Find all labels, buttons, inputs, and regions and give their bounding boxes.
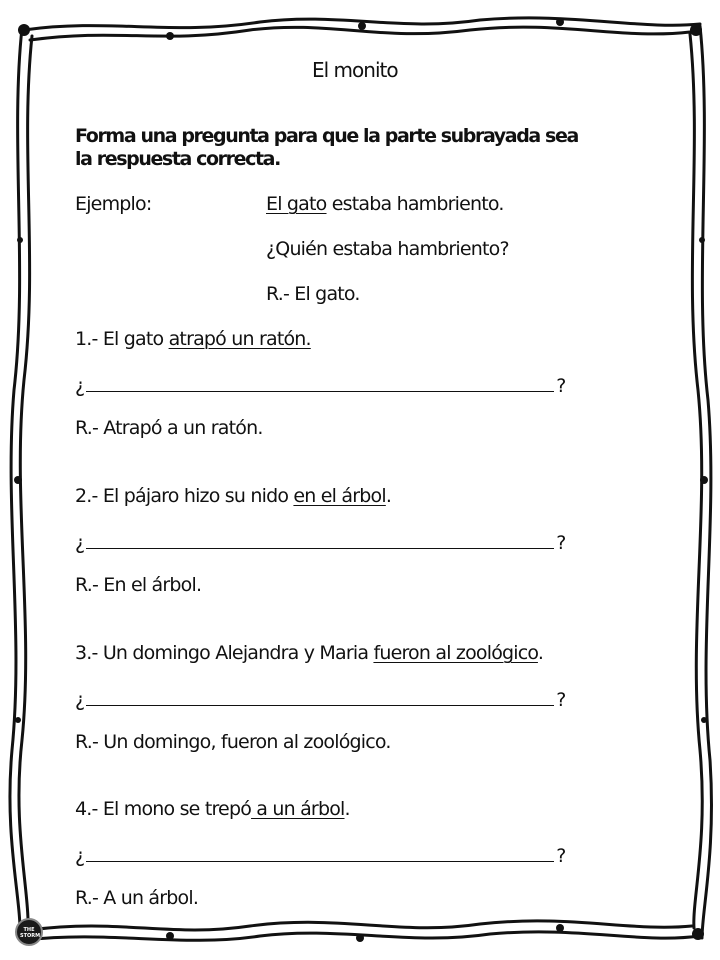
item-1-close-mark: ? xyxy=(556,375,566,397)
item-3-open-mark: ¿ xyxy=(75,689,85,711)
example-label: Ejemplo: xyxy=(75,193,152,215)
item-3-close-mark: ? xyxy=(556,689,566,711)
item-2-answer-blank[interactable] xyxy=(86,531,554,549)
example-sentence xyxy=(266,195,504,214)
example-rest: estaba hambriento. xyxy=(326,193,504,215)
item-4-open-mark: ¿ xyxy=(75,845,85,867)
item-4-sentence xyxy=(75,800,350,819)
item-2-answer: R.- En el árbol. xyxy=(75,574,202,596)
item-3-sentence xyxy=(75,644,543,663)
item-3-answer-blank[interactable] xyxy=(86,688,554,706)
item-3-underlined: fueron al zoológico xyxy=(373,642,538,664)
item-4-question-line[interactable] xyxy=(75,844,566,866)
item-3-prefix: 3.- Un domingo Alejandra y Maria xyxy=(75,642,374,664)
item-4-underlined: a un árbol xyxy=(251,798,345,820)
item-1-prefix: 1.- El gato xyxy=(75,328,169,350)
item-4-answer-blank[interactable] xyxy=(86,844,554,862)
publisher-logo xyxy=(15,918,43,946)
item-2-open-mark: ¿ xyxy=(75,532,85,554)
item-4-suffix: . xyxy=(344,798,350,820)
item-1-question-line[interactable] xyxy=(75,374,566,396)
example-question: ¿Quién estaba hambriento? xyxy=(266,238,509,260)
item-1-answer: R.- Atrapó a un ratón. xyxy=(75,417,263,439)
item-1-sentence xyxy=(75,330,311,349)
item-2-prefix: 2.- El pájaro hizo su nido xyxy=(75,485,294,507)
item-4-answer: R.- A un árbol. xyxy=(75,887,199,909)
item-2-question-line[interactable] xyxy=(75,531,566,553)
item-3-answer: R.- Un domingo, fueron al zoológico. xyxy=(75,731,391,753)
item-2-suffix: . xyxy=(385,485,392,507)
item-3-suffix: . xyxy=(537,642,544,664)
page-title: El monito xyxy=(312,58,398,82)
example-underlined: El gato xyxy=(266,193,327,215)
logo-text-2: STORM xyxy=(20,933,41,939)
item-1-answer-blank[interactable] xyxy=(86,374,554,392)
item-2-underlined: en el árbol xyxy=(293,485,386,507)
item-2-close-mark: ? xyxy=(556,532,566,554)
item-1-open-mark: ¿ xyxy=(75,375,85,397)
item-2-sentence xyxy=(75,487,391,506)
instruction-line-2: la respuesta correcta. xyxy=(75,148,280,170)
logo-text-1: THE xyxy=(23,927,35,933)
instruction-line-1: Forma una pregunta para que la parte subrayada sea xyxy=(75,125,578,147)
example-answer: R.- El gato. xyxy=(266,283,360,305)
item-1-underlined: atrapó un ratón. xyxy=(168,328,311,350)
item-3-question-line[interactable] xyxy=(75,688,566,710)
item-4-prefix: 4.- El mono se trepó xyxy=(75,798,252,820)
item-4-close-mark: ? xyxy=(556,845,566,867)
